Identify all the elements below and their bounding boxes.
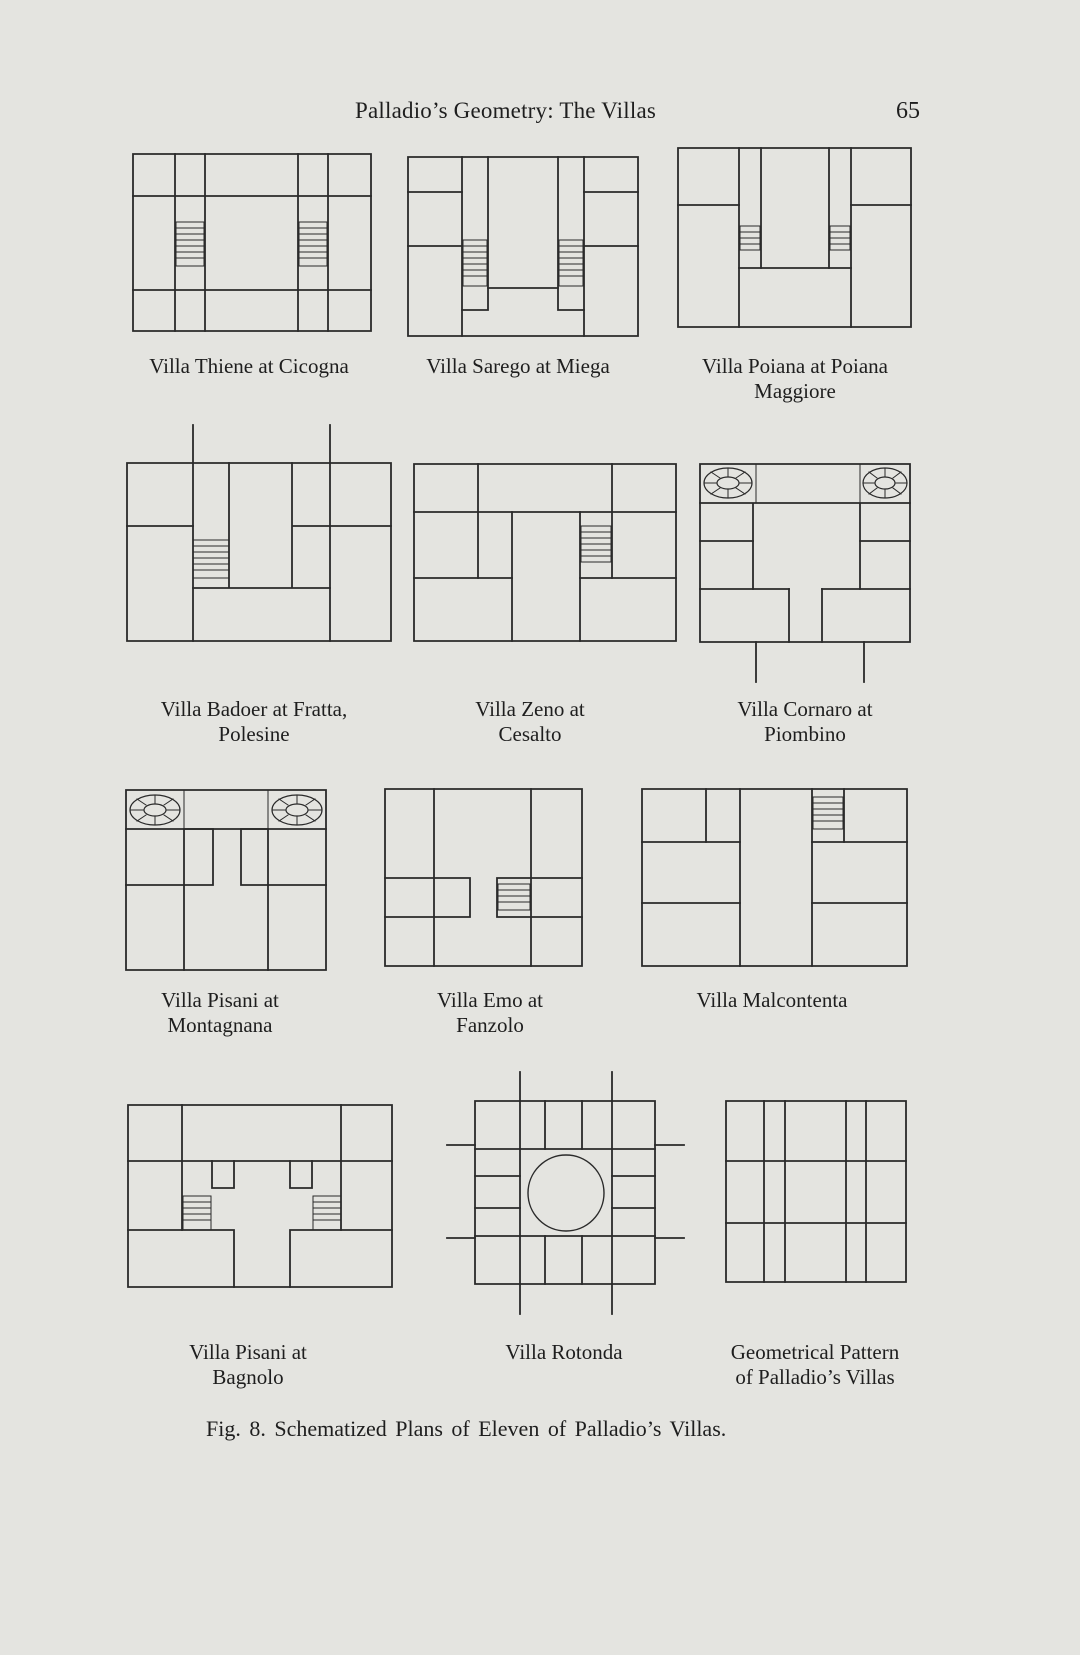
plan-villa-thiene: [133, 154, 371, 331]
spiral-stair-icon: [700, 464, 756, 503]
plan-villa-sarego: [408, 157, 638, 336]
plan-villa-zeno: [414, 464, 676, 641]
caption-villa-rotonda: Villa Rotonda: [505, 1340, 623, 1364]
stair-icon: [299, 222, 327, 266]
spiral-stair-icon: [268, 790, 326, 829]
plan-villa-badoer: [127, 425, 391, 641]
caption-villa-poiana: Villa Poiana at Poiana Maggiore: [702, 354, 888, 403]
page-number: 65: [896, 98, 920, 124]
stair-icon: [193, 540, 229, 578]
stair-icon: [463, 240, 487, 286]
caption-villa-malcontenta: Villa Malcontenta: [696, 988, 848, 1012]
spiral-stair-icon: [860, 464, 910, 503]
plan-villa-cornaro: [700, 464, 910, 682]
plan-villa-pisani-bagnolo: [128, 1105, 392, 1287]
stair-icon: [581, 526, 611, 562]
plan-villa-poiana: [678, 148, 911, 327]
caption-villa-badoer: Villa Badoer at Fratta, Polesine: [160, 697, 348, 746]
caption-villa-zeno: Villa Zeno at Cesalto: [475, 697, 585, 746]
caption-villa-pisani-montagnana: Villa Pisani at Montagnana: [161, 988, 279, 1037]
stair-icon: [813, 797, 843, 829]
caption-villa-thiene: Villa Thiene at Cicogna: [149, 354, 349, 378]
plan-geometrical-pattern: [726, 1101, 906, 1282]
running-title: Palladio’s Geometry: The Villas: [355, 98, 657, 123]
caption-villa-emo: Villa Emo at Fanzolo: [436, 988, 544, 1037]
plan-villa-pisani-montagnana: [126, 790, 326, 970]
stair-icon: [740, 226, 760, 250]
stair-icon: [830, 226, 850, 250]
caption-geometrical-pattern: Geometrical Pattern of Palladio’s Villas: [730, 1340, 900, 1389]
plan-villa-rotonda: [447, 1072, 684, 1314]
stair-icon: [559, 240, 583, 286]
caption-villa-sarego: Villa Sarego at Miega: [426, 354, 610, 378]
figure-caption: Fig. 8. Schematized Plans of Eleven of Palladio’s Villas.: [206, 1416, 727, 1441]
stair-icon: [498, 884, 530, 910]
stair-icon: [176, 222, 204, 266]
spiral-stair-icon: [126, 790, 184, 829]
stair-icon: [183, 1196, 211, 1230]
stair-icon: [313, 1196, 341, 1230]
plan-villa-malcontenta: [642, 789, 907, 966]
caption-villa-pisani-bagnolo: Villa Pisani at Bagnolo: [189, 1340, 307, 1389]
caption-villa-cornaro: Villa Cornaro at Piombino: [737, 697, 873, 746]
plan-villa-emo: [385, 789, 582, 966]
